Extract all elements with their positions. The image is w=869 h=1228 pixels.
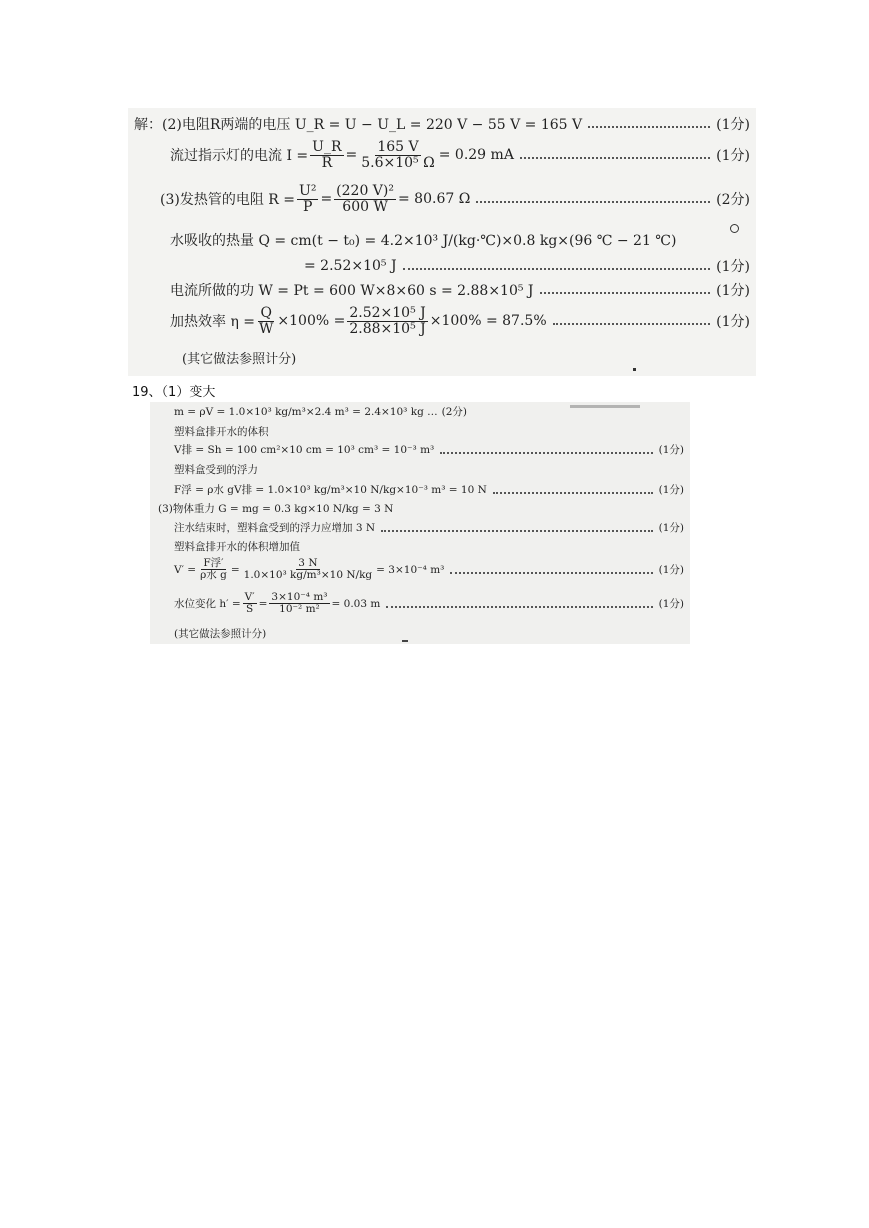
solution-line: = 2.52×10⁵ J (1分) xyxy=(304,258,750,275)
solution-line: 塑料盒排开水的体积 xyxy=(174,426,269,438)
fraction: $\frac{\text{2.52×10⁵ J}}{\text{2.88×10⁵ J}}$ xyxy=(349,305,426,337)
solution-line: 塑料盒排开水的体积增加值 xyxy=(174,541,300,553)
solution-line: 流过指示灯的电流 I = $\frac{U\_R}{R}$ = $\frac{165 V}{\text{5.6×10⁵ Ω}}$ = 0.29 mA (1分) xyxy=(170,139,750,171)
fraction: $\frac{165 V}{\text{5.6×10⁵ Ω}}$ xyxy=(361,139,435,171)
dotted-leader xyxy=(588,126,710,128)
solution-line: m = ρV = 1.0×10³ kg/m³×2.4 m³ = 2.4×10³ kg … (2分) xyxy=(174,405,468,418)
fraction: $\frac{U\_R}{R}$ xyxy=(312,139,342,171)
dotted-leader xyxy=(403,268,711,270)
solution-line: 电流所做的功 W = Pt = 600 W×8×60 s = 2.88×10⁵ J (1分) xyxy=(170,280,750,300)
fraction: $\frac{3 N}{\text{1.0×10³ kg/m³×10 N/kg}}$ xyxy=(243,557,373,582)
score-label: (2分) xyxy=(441,406,468,418)
scanned-solution-image-1 xyxy=(128,108,756,376)
solution-line: 解：(2)电阻R两端的电压 U_R = U − U_L = 220 V − 55 V = 165 V (1分) xyxy=(134,114,750,134)
score-label: (1分) xyxy=(716,117,750,133)
score-label: (1分) xyxy=(658,522,684,534)
solution-line: (其它做法参照计分) xyxy=(182,352,297,367)
score-label: (1分) xyxy=(716,314,750,331)
dash-mark xyxy=(402,640,408,642)
dotted-leader xyxy=(450,572,652,574)
score-label: (1分) xyxy=(658,484,684,496)
solution-line: V′ = $\frac{\text{F浮′}}{\text{ρ水 g}}$ = $\frac{3 N}{\text{1.0×10³ kg/m³×10 N/kg}}$ = 3×10⁻⁴ m³ (1分) xyxy=(174,557,684,582)
solution-line: 水吸收的热量 Q = cm(t − t₀) = 4.2×10³ J/(kg·℃)×0.8 kg×(96 ℃ − 21 ℃) xyxy=(170,233,677,249)
fraction: $\frac{\text{(220 V)²}}{600 W}$ xyxy=(336,183,394,215)
solution-line: 塑料盒受到的浮力 xyxy=(174,464,258,476)
dotted-leader xyxy=(476,201,710,203)
score-label: (1分) xyxy=(716,259,750,275)
dotted-leader xyxy=(493,492,653,494)
dotted-leader xyxy=(553,323,711,325)
dotted-leader xyxy=(440,452,652,454)
solution-line: (3)发热管的电阻 R = $\frac{\text{U²}}{P}$ = $\frac{\text{(220 V)²}}{600 W}$ = 80.67 Ω (2分) xyxy=(160,183,750,215)
circle-mark xyxy=(730,224,739,233)
dotted-leader xyxy=(381,530,653,532)
fraction: $\frac{\text{U²}}{P}$ xyxy=(299,183,317,215)
score-label: (2分) xyxy=(716,192,750,209)
solution-line: 注水结束时，塑料盒受到的浮力应增加 3 N (1分) xyxy=(174,522,684,534)
solution-line: 加热效率 η = $\frac{Q}{W}$ ×100% = $\frac{\text{2.52×10⁵ J}}{\text{2.88×10⁵ J}}$ ×100% = 87.5% (1分) xyxy=(170,305,750,337)
score-label: (1分) xyxy=(658,444,684,456)
fraction: $\frac{\text{3×10⁻⁴ m³}}{\text{10⁻² m²}}$ xyxy=(271,591,328,616)
dotted-leader xyxy=(520,157,710,159)
score-label: (1分) xyxy=(658,564,684,577)
scanned-solution-image-2 xyxy=(150,402,690,644)
dot-mark xyxy=(633,368,636,371)
solution-line: F浮 = ρ水 gV排 = 1.0×10³ kg/m³×10 N/kg×10⁻³ m³ = 10 N (1分) xyxy=(174,484,684,496)
solution-line: 水位变化 h′ = $\frac{V'}{S}$ = $\frac{\text{3×10⁻⁴ m³}}{\text{10⁻² m²}}$ = 0.03 m (1分) xyxy=(174,591,684,616)
question-19-heading: 19、（1）变大 xyxy=(132,385,216,400)
solution-line: (其它做法参照计分) xyxy=(174,628,267,640)
score-label: (1分) xyxy=(658,598,684,611)
dotted-leader xyxy=(386,606,652,608)
score-label: (1分) xyxy=(716,283,750,299)
dotted-leader xyxy=(540,292,711,294)
solution-line: V排 = Sh = 100 cm²×10 cm = 10³ cm³ = 10⁻³ m³ (1分) xyxy=(174,444,684,456)
scan-smudge xyxy=(570,405,640,408)
fraction: $\frac{Q}{W}$ xyxy=(259,305,274,337)
fraction: $\frac{\text{F浮′}}{\text{ρ水 g}}$ xyxy=(200,557,227,582)
score-label: (1分) xyxy=(716,148,750,165)
fraction: $\frac{V'}{S}$ xyxy=(244,591,255,616)
solution-line: (3)物体重力 G = mg = 0.3 kg×10 N/kg = 3 N xyxy=(158,503,394,515)
